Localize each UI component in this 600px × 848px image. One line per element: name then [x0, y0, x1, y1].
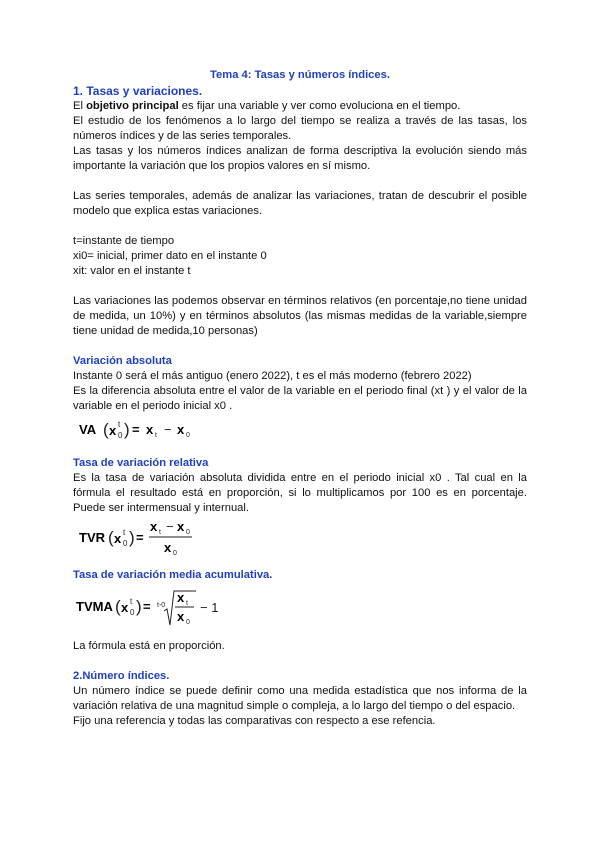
tvma-note: La fórmula está en proporción.: [73, 640, 225, 652]
formula-paren: ): [124, 420, 130, 439]
formula-text: 0: [173, 550, 177, 557]
document-page: [73, 68, 527, 729]
formula-paren: (: [108, 528, 114, 547]
def-xit: xit: valor en el instante t: [73, 265, 191, 277]
section1-heading: 1. Tasas y variaciones.: [73, 84, 203, 98]
formula-paren: ): [136, 597, 142, 616]
formula-text: t: [155, 432, 157, 439]
formula-text: x: [177, 519, 185, 534]
formula-text: 0: [123, 539, 128, 548]
tvma-formula: [76, 587, 246, 629]
formula-text: TVMA: [76, 599, 113, 614]
root-index: t-0: [157, 602, 166, 609]
study-paragraph: El estudio de los fenómenos a lo largo del tiempo se realiza a través de las tasas, los números índices y de las series temporales.: [73, 115, 527, 142]
formula-text: x: [109, 423, 117, 438]
va-line2: Es la diferencia absoluta entre el valor de la variable en el periodo final (xt ) y el valor de la variable en el periodo inicial x0 .: [73, 385, 527, 412]
tvma-heading: Tasa de variación media acumulativa.: [73, 569, 273, 581]
text: El: [73, 100, 87, 112]
formula-text: 0: [186, 529, 190, 536]
tvr-heading: Tasa de variación relativa: [73, 457, 209, 469]
objective-paragraph: [73, 99, 527, 114]
formula-text: − 1: [200, 600, 219, 615]
document-title: Tema 4: Tasas y números índices.: [210, 69, 390, 81]
va-line1: Instante 0 será el más antiguo (enero 2022), t es el más moderno (febrero 2022): [73, 370, 472, 382]
formula-paren: ): [129, 528, 135, 547]
index-paragraph: Un número índice se puede definir como una medida estadística que nos informa de la variación relativa de una magnitud simple o compleja, a lo largo del tiempo o del espacio.: [73, 685, 527, 712]
formula-text: 0: [186, 432, 190, 439]
def-t: t=instante de tiempo: [73, 235, 175, 247]
formula-text: x: [164, 540, 172, 555]
series-paragraph: Las series temporales, además de analizar las variaciones, tratan de descubrir el posible modelo que explica estas variaciones.: [73, 190, 527, 217]
formula-text: TVR: [79, 530, 105, 545]
formula-text: x: [177, 590, 185, 605]
formula-text: x: [114, 531, 122, 546]
formula-text: t: [159, 529, 161, 536]
tvr-text: Es la tasa de variación absoluta dividida entre en el periodo inicial x0 . Tal cual en la fórmula el resultado está en proporción, si lo multiplicamos por 100 es en porcentaje. Puede ser intermensual y internual.: [73, 472, 527, 514]
formula-text: x: [150, 519, 158, 534]
va-formula: [79, 416, 219, 442]
bold-text: objetivo principal: [86, 100, 179, 112]
formula-text: t: [130, 597, 133, 606]
section2-heading: 2.Número índices.: [73, 670, 170, 682]
formula-text: x: [177, 609, 185, 624]
text: es fijar una variable y ver como evoluciona en el tiempo.: [178, 100, 461, 112]
formula-text: t: [186, 600, 188, 607]
formula-text: x: [177, 422, 185, 437]
formula-text: t: [118, 420, 121, 429]
formula-text: =: [143, 599, 151, 614]
formula-text: VA: [79, 422, 97, 437]
formula-text: −: [164, 422, 172, 437]
formula-paren: (: [103, 420, 109, 439]
formula-text: x: [121, 600, 129, 615]
formula-text: 0: [186, 619, 190, 626]
variations-paragraph: Las variaciones las podemos observar en términos relativos (en porcentaje,no tiene unidad de medida, un 10%) y en términos absolutos (las mismas medidas de la variable,siempre tiene unidad de medida,10 personas): [73, 295, 527, 337]
formula-paren: (: [115, 597, 121, 616]
formula-text: t: [123, 528, 126, 537]
formula-text: 0: [118, 431, 123, 440]
formula-text: =: [136, 530, 144, 545]
reference-paragraph: Fijo una referencia y todas las comparativas con respecto a ese refencia.: [73, 715, 436, 727]
va-heading: Variación absoluta: [73, 355, 172, 367]
formula-text: 0: [130, 608, 135, 617]
rates-paragraph: Las tasas y los números índices analizan de forma descriptiva la evolución siendo más importante la variación que los propios valores en sí mismo.: [73, 145, 527, 172]
tvr-formula: [79, 518, 229, 558]
def-xi0: xi0= inicial, primer dato en el instante 0: [73, 250, 267, 262]
formula-text: x: [146, 422, 154, 437]
formula-text: =: [132, 422, 140, 437]
formula-text: −: [166, 519, 174, 534]
